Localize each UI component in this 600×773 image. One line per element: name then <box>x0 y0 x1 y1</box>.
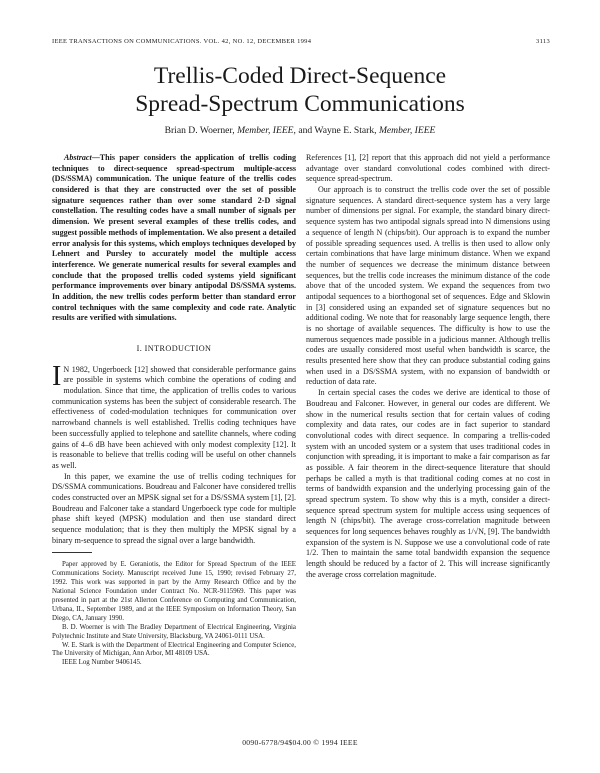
copyright-line: 0090-6778/94$04.00 © 1994 IEEE <box>242 738 358 747</box>
abstract-text: —This paper considers the application of trellis coding techniques to direct-sequence spread-spectrum multiple-access (DS/SSMA) communication. The unique feature of the trellis codes considered is that they are constructed over the set of possible signature sequences rather than over some standard 2-D signal constellation. The resulting codes have a small number of signals per dimension. We present several examples of these trellis codes, and suggest possible methods of implementation. We also present a detailed error analysis for this systems, which employs techniques developed by Lehnert and Pursley to accurately model the multiple access interference. We generate numerical results for several examples and conclude that the proposed trellis coded systems yield significant performance improvements over binary antipodal DS/SSMA systems. In addition, the new trellis codes perform better than standard error control techniques with the same complexity and code rate. Analytic results are verified with simulations. <box>52 153 296 323</box>
intro-paragraph-1-text: N 1982, Ungerboeck [12] showed that considerable performance gains are possible in systems which combine the operations of coding and modulation. Since that time, the application of trellis codes to various communication systems has been the subject of considerable research. The effectiveness of coded-modulation techniques for communication over narrowband channels is well established. Trellis coding techniques have been successfully applied to telephone and satellite channels, where coding gains of 4–6 dB have been achieved with only modest complexity [12]. It is reasonable to believe that trellis coding will be useful on other channels as well. <box>52 364 296 470</box>
author-1: Brian D. Woerner, <box>164 125 235 136</box>
title-line-2: Spread-Spectrum Communications <box>135 91 465 117</box>
left-column <box>52 153 296 668</box>
footnote <box>52 561 296 668</box>
abstract-label: Abstract <box>64 153 92 162</box>
body-paragraph: In certain special cases the codes we derive are identical to those of Boudreau and Falconer. However, in general our codes are different. We show in the numerical results section that for certain values of coding complexity and data rates, our codes are in fact superior to standard convolutional codes with direct sequence. In comparing a trellis-coded system with an uncoded system or a system that uses traditional codes in conjunction with spreading, it is important to make a fair comparison as far as possible. A fair theorem in the direct-sequence literature that should perhaps be called a myth is that traditional coding comes at no cost in terms of bandwidth expansion and the underlying processing gain of the spread spectrum system. To show why this is a myth, consider a direct-sequence spread spectrum system for multiple access using sequences of length N (chips/bit). The average cross-correlation magnitude between sequences for long sequences behaves roughly as 1/√N, [9]. The bandwidth expansion of the system is N. Suppose we use a convolutional code of rate 1/2. Then to maintain the same total bandwidth expansion the sequence length should be reduced by a factor of 2. This will increase significantly the average cross correlation magnitude. <box>306 388 550 579</box>
authors <box>0 125 600 136</box>
author-2-role: Member, IEEE <box>378 125 436 136</box>
title-line-1: Trellis-Coded Direct-Sequence <box>153 63 447 89</box>
footnote-rule <box>52 552 92 553</box>
right-column <box>306 153 550 581</box>
page-number: 3113 <box>536 38 550 45</box>
journal-header: IEEE TRANSACTIONS ON COMMUNICATIONS. VOL. 42, NO. 12, DECEMBER 1994 <box>52 38 312 45</box>
running-header <box>52 38 550 50</box>
drop-cap: I <box>52 360 62 392</box>
author-2: and Wayne E. Stark, <box>298 125 377 136</box>
abstract <box>52 153 296 324</box>
footnote-paragraph: Paper approved by E. Geraniotis, the Editor for Spread Spectrum of the IEEE Communications Society. Manuscript received June 15, 1990; revised February 27, 1992. This work was supported in part by the Army Research Office and by the National Science Foundation under Contract No. NCR-9115969. This paper was presented in part at the 21st Allerton Conference on Computing and Communication, Urbana, IL, September 1989, and at the IEEE Symposium on Information Theory, San Diego, CA, January 1990. <box>52 561 296 622</box>
footnote-paragraph: B. D. Woerner is with The Bradley Department of Electrical Engineering, Virginia Polytechnic Institute and State University, Blacksburg, VA 24061-0111 USA. <box>52 623 296 640</box>
footnote-paragraph: W. E. Stark is with the Department of Electrical Engineering and Computer Science, The University of Michigan, Ann Arbor, MI 48109 USA. <box>52 641 296 658</box>
body-paragraph: Our approach is to construct the trellis code over the set of possible signature sequences. A standard direct-sequence system has a very large number of dimensions per signal. For example, the standard binary direct-sequence system has two antipodal signals spread into N dimensions using a sequence of length N (chips/bit). Our approach is to expand the number of possible spreading sequences used. A trellis is then used to allow only certain combinations that have large minimum distance. When we expand the number of sequences we decrease the minimum distance between sequences, but the trellis code increases the minimum distance of the code above that of the uncoded system. We expand the sequences from two antipodal sequences to a biorthogonal set of sequences. Edge and Sklowin in [3] considered using an expanded set of signature sequences but no additional coding. We note that for reasonably large sequence length, there is no shortage of available sequences. The difficulty is how to use the numerous sequences made possible in a judicious manner. Although trellis codes are usually considered most useful when bandwidth is scarce, the results presented here show that they can produce substantial coding gains when used in a DS/SSMA system, with no expansion of bandwidth or reduction of data rate. <box>306 185 550 387</box>
body-paragraph: References [1], [2] report that this approach did not yield a performance advantage over standard convolutional codes combined with direct-sequence spread-spectrum. <box>306 153 550 184</box>
intro-paragraph-1 <box>52 360 296 472</box>
intro-paragraph-2: In this paper, we examine the use of trellis coding techniques for DS/SSMA communications. Boudreau and Falconer have considered trellis codes constructed over an MPSK signal set for a DS/SSMA system [1], [2]. Boudreau and Falconer take a standard Ungerboeck type code for multiple phase shift keyed (MPSK) modulation and then use standard direct sequence modulation; that is they then multiply the MPSK signal by a binary m-sequence to spread the signal over a large bandwidth. <box>52 471 296 545</box>
footnote-paragraph: IEEE Log Number 9406145. <box>62 659 142 667</box>
paper-title <box>0 62 600 118</box>
author-1-role: Member, IEEE, <box>237 125 296 136</box>
section-heading: I. INTRODUCTION <box>136 344 212 353</box>
